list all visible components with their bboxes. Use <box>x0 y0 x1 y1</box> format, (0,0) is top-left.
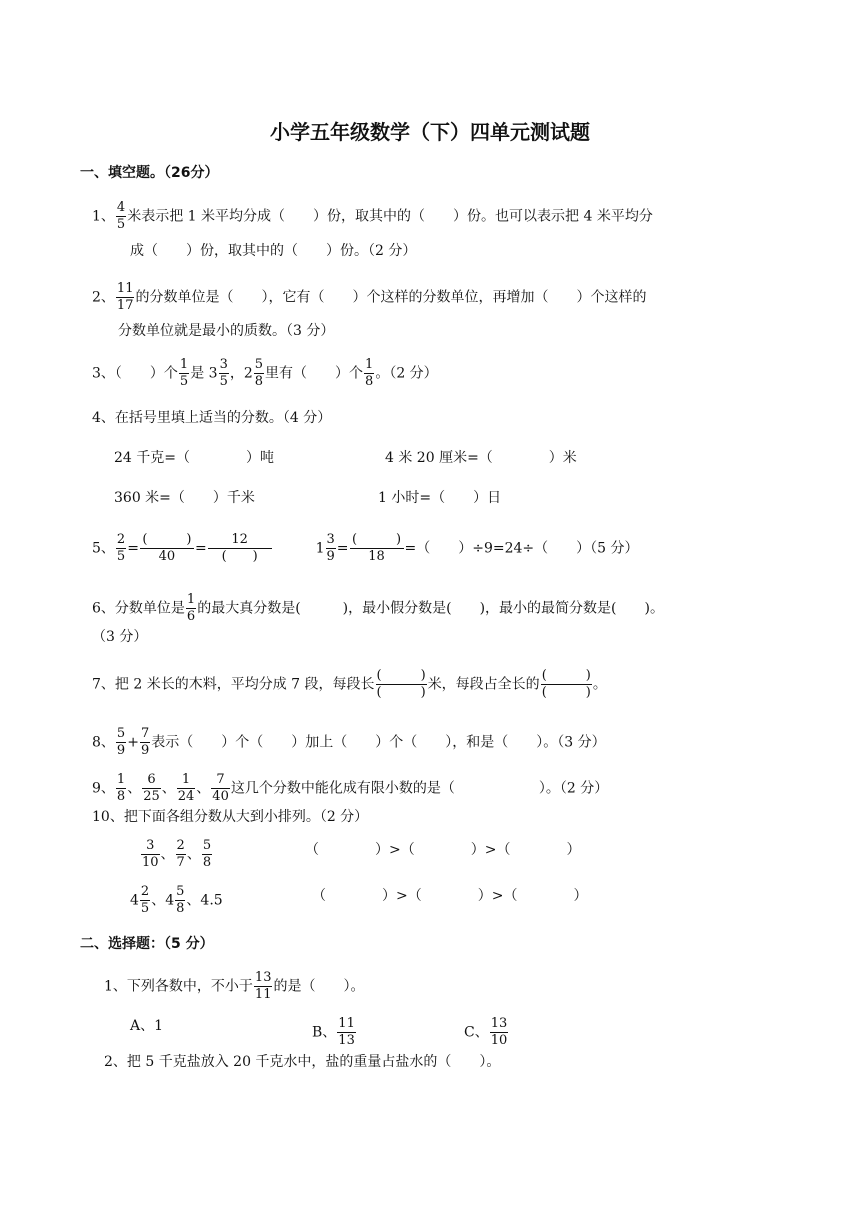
equals-sign: = <box>194 540 207 557</box>
c1-text: 的是（ ）。 <box>273 978 365 995</box>
fraction: $\frac{2}{7}$ <box>176 838 185 870</box>
fraction: $\frac{5}{8}$ <box>254 357 264 389</box>
separator: 、 <box>186 846 201 863</box>
fraction: $\frac{7}{9}$ <box>140 726 150 758</box>
fraction: $\frac{11}{13}$ <box>338 1016 355 1048</box>
q1-text: 米表示把 1 米平均分成（ ）份，取其中的（ ）份。也可以表示把 4 米平均分 <box>127 208 653 225</box>
fraction: $\frac{13}{10}$ <box>490 1016 508 1048</box>
section-fill-blank: 一、填空题。（26分） <box>80 165 219 181</box>
q7-text: 。 <box>592 676 607 693</box>
q5-text: =（ ）÷9=24÷（ ）（5 分） <box>404 540 639 557</box>
option-c <box>464 1016 509 1049</box>
choice-question-1 <box>104 970 364 1003</box>
option-a: A、1 <box>130 1018 164 1034</box>
page-title: 小学五年级数学（下）四单元测试题 <box>270 120 590 144</box>
q2-text: 的分数单位是（ ），它有（ ）个这样的分数单位，再增加（ ）个这样的 <box>135 289 647 306</box>
option-b <box>312 1016 357 1049</box>
choice-question-2: 2、把 5 千克盐放入 20 千克水中，盐的重量占盐水的（ ）。 <box>104 1054 501 1070</box>
fraction: $\frac{13}{11}$ <box>254 970 272 1002</box>
q3-text: 3、（ ）个 <box>92 365 178 382</box>
q4-item-a: 24 千克=（ ）吨 <box>114 450 274 466</box>
option-c-label: C、 <box>464 1024 489 1041</box>
fraction: $\frac{5}{8}$ <box>202 838 212 870</box>
q1-number: 1、 <box>92 208 115 225</box>
q5-number: 5、 <box>92 540 115 557</box>
q9-text: 这几个分数中能化成有限小数的是（ ）。（2 分） <box>230 780 609 797</box>
plus-sign: + <box>127 734 139 751</box>
fraction: $\frac{7}{40}$ <box>212 772 229 804</box>
fraction: $\frac{3}{9}$ <box>326 532 335 564</box>
q3-text: 里有（ ）个 <box>265 365 364 382</box>
question-9 <box>92 772 608 805</box>
fraction: $\frac{2}{5}$ <box>116 532 126 564</box>
q6-text: 的最大真分数是( )，最小假分数是( )，最小的最简分数是( )。 <box>197 600 664 617</box>
q10-group-2 <box>130 884 223 917</box>
q4-item-c: 360 米=（ ）千米 <box>114 490 255 506</box>
q3-text: ，2 <box>229 365 253 382</box>
fraction: $\frac{1}{8}$ <box>365 357 374 389</box>
equals-sign: = <box>127 540 139 557</box>
question-6-cont: （3 分） <box>92 629 148 645</box>
fraction: $\frac{3}{10}$ <box>142 838 159 870</box>
whole-number: 1 <box>315 540 325 557</box>
fraction: $\frac{11}{17}$ <box>116 281 134 313</box>
fraction-blank: ( ) 40 <box>140 532 194 565</box>
q6-text: 6、分数单位是 <box>92 600 185 617</box>
whole-number: 4 <box>130 892 139 909</box>
q3-text: 是 3 <box>190 365 218 382</box>
q4-item-d: 1 小时=（ ）日 <box>378 490 502 506</box>
question-5 <box>92 532 639 565</box>
fraction: $\frac{4}{5}$ <box>116 200 126 232</box>
q7-text: 米，每段占全长的 <box>427 676 540 693</box>
question-3 <box>92 357 438 390</box>
question-1-cont: 成（ ）份，取其中的（ ）份。（2 分） <box>130 243 417 259</box>
section-choice: 二、选择题：（5 分） <box>80 936 214 952</box>
question-8 <box>92 726 606 759</box>
fraction: $\frac{2}{5}$ <box>140 884 150 916</box>
question-2 <box>92 281 646 314</box>
q4-item-b: 4 米 20 厘米=（ ）米 <box>385 450 577 466</box>
q2-number: 2、 <box>92 289 115 306</box>
question-10: 10、把下面各组分数从大到小排列。（2 分） <box>92 809 369 825</box>
q10-text: 、4.5 <box>186 892 223 909</box>
fraction-blank: ( ) 18 <box>350 532 404 565</box>
q10-group-1 <box>140 838 213 871</box>
fraction: $\frac{1}{8}$ <box>116 772 126 804</box>
whole-number: 4 <box>165 892 175 909</box>
fraction: $\frac{5}{8}$ <box>176 884 185 916</box>
q9-number: 9、 <box>92 780 115 797</box>
option-b-label: B、 <box>312 1024 337 1041</box>
question-1 <box>92 200 653 233</box>
fraction-blank: ( ) ( ) <box>376 668 426 700</box>
fraction: $\frac{3}{5}$ <box>219 357 228 389</box>
fraction: $\frac{5}{9}$ <box>116 726 126 758</box>
fraction: $\frac{1}{24}$ <box>177 772 195 804</box>
separator: 、 <box>196 780 211 797</box>
fraction: $\frac{6}{25}$ <box>143 772 160 804</box>
separator: 、 <box>160 846 175 863</box>
question-6 <box>92 592 664 625</box>
question-7 <box>92 668 607 701</box>
separator: 、 <box>161 780 176 797</box>
fraction-blank: 12 ( ) <box>208 532 272 565</box>
fraction: $\frac{1}{6}$ <box>186 592 196 624</box>
separator: 、 <box>151 892 166 909</box>
question-2-cont: 分数单位就是最小的质数。（3 分） <box>118 323 335 339</box>
q10-answer-1: （ ）>（ ）>（ ） <box>305 842 581 858</box>
separator: 、 <box>127 780 142 797</box>
fraction-blank: ( ) ( ) <box>541 668 591 700</box>
equals-sign: = <box>336 540 349 557</box>
q10-answer-2: （ ）>（ ）>（ ） <box>312 888 588 904</box>
q7-text: 7、把 2 米长的木料，平均分成 7 段，每段长 <box>92 676 375 693</box>
q8-number: 8、 <box>92 734 115 751</box>
question-4: 4、在括号里填上适当的分数。（4 分） <box>92 410 332 426</box>
fraction: $\frac{1}{5}$ <box>179 357 189 389</box>
q8-text: 表示（ ）个（ ）加上（ ）个（ ），和是（ ）。（3 分） <box>151 734 606 751</box>
c1-text: 1、下列各数中，不小于 <box>104 978 253 995</box>
q3-text: 。（2 分） <box>375 365 438 382</box>
